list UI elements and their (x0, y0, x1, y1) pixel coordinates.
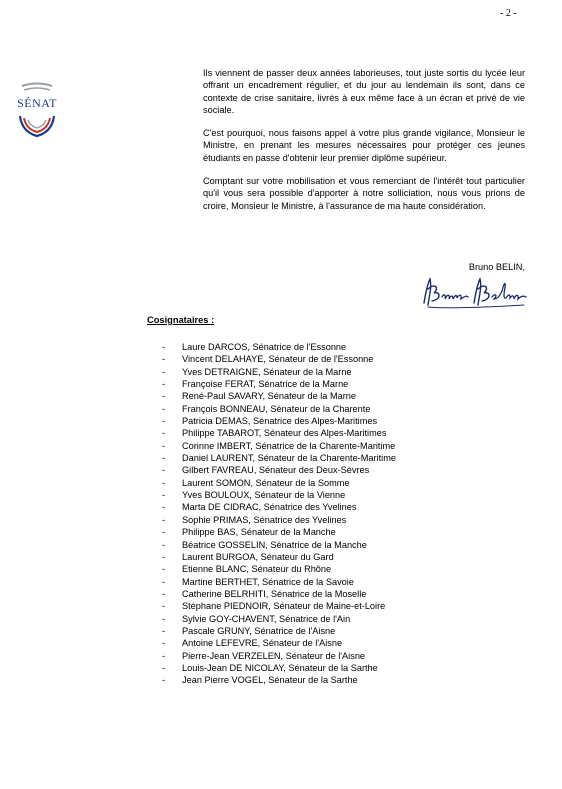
cosignataire-name: Pascale GRUNY, Sénatrice de l'Aisne (182, 625, 336, 636)
cosignataire-name: Antoine LEFEVRE, Sénateur de l'Aisne (182, 638, 343, 649)
list-dash: - (162, 539, 166, 550)
letter-body (203, 67, 525, 223)
cosignataire-name: Pierre-Jean VERZELEN, Sénateur de l'Aisne (182, 650, 366, 661)
list-dash: - (162, 440, 166, 451)
list-dash: - (162, 662, 166, 673)
list-item (162, 464, 396, 476)
cosignataire-name: Louis-Jean DE NICOLAY, Sénateur de la Sarthe (182, 662, 378, 673)
list-item (162, 477, 396, 489)
list-item (162, 489, 396, 501)
list-dash: - (162, 502, 166, 513)
list-dash: - (162, 625, 166, 636)
list-item (162, 637, 396, 649)
list-item (162, 440, 396, 452)
list-item (162, 588, 396, 600)
list-item (162, 526, 396, 538)
senat-emblem-icon (14, 82, 60, 142)
page-number: - 2 - (500, 8, 517, 19)
list-dash: - (162, 576, 166, 587)
list-dash: - (162, 428, 166, 439)
list-item (162, 427, 396, 439)
cosignataire-name: François BONNEAU, Sénateur de la Charente (182, 403, 371, 414)
list-dash: - (162, 551, 166, 562)
cosignataire-name: Etienne BLANC, Sénateur du Rhône (182, 564, 332, 575)
list-dash: - (162, 416, 166, 427)
cosignataire-name: René-Paul SAVARY, Sénateur de la Marne (182, 391, 356, 402)
cosignataire-name: Catherine BELRHITI, Sénatrice de la Moselle (182, 588, 367, 599)
cosignataire-name: Vincent DELAHAYE, Sénateur de de l'Essonne (182, 354, 374, 365)
cosignataire-name: Philippe BAS, Sénateur de la Manche (182, 527, 336, 538)
list-dash: - (162, 675, 166, 686)
list-item (162, 501, 396, 513)
paragraph: C'est pourquoi, nous faisons appel à votre plus grande vigilance, Monsieur le Ministre, en prenant les mesures nécessaires pour protéger ces jeunes étudiants en passe d'obtenir leur premier diplôme supérieur. (203, 128, 525, 163)
list-item (162, 353, 396, 365)
list-dash: - (162, 527, 166, 538)
list-dash: - (162, 379, 166, 390)
cosignataire-name: Patricia DEMAS, Sénatrice des Alpes-Maritimes (182, 416, 378, 427)
handwritten-signature (420, 273, 530, 311)
cosignataire-name: Daniel LAURENT, Sénateur de la Charente-Maritime (182, 453, 396, 464)
senat-logo (14, 82, 60, 142)
cosignataire-name: Marta DE CIDRAC, Sénatrice des Yvelines (182, 502, 357, 513)
cosignataires-heading: Cosignataires : (147, 315, 215, 325)
list-item (162, 576, 396, 588)
cosignataire-name: Sylvie GOY-CHAVENT, Sénatrice de l'Ain (182, 613, 351, 624)
list-dash: - (162, 403, 166, 414)
list-dash: - (162, 366, 166, 377)
cosignataire-name: Philippe TABAROT, Sénateur des Alpes-Maritimes (182, 428, 387, 439)
paragraph: Ils viennent de passer deux années laborieuses, tout juste sortis du lycée leur offrant un encadrement régulier, et du jour au lendemain ils sont, dans ce contexte de crise sanitaire, livrés à eux même face à un écran et privé de vie sociale. (203, 68, 525, 115)
cosignataire-name: Laurent BURGOA, Sénateur du Gard (182, 551, 334, 562)
cosignataire-name: Yves BOULOUX, Sénateur de la Vienne (182, 490, 346, 501)
cosignataire-name: Jean Pierre VOGEL, Sénateur de la Sarthe (182, 675, 358, 686)
list-item (162, 674, 396, 686)
cosignataire-name: Béatrice GOSSELIN, Sénatrice de la Manche (182, 539, 367, 550)
senat-logo-text: SÉNAT (14, 96, 60, 110)
list-item (162, 600, 396, 612)
cosignataire-name: Laurent SOMON, Sénateur de la Somme (182, 477, 350, 488)
list-dash: - (162, 638, 166, 649)
list-dash: - (162, 490, 166, 501)
list-item (162, 341, 396, 353)
list-item (162, 551, 396, 563)
signer-name: Bruno BELIN, (468, 262, 525, 272)
cosignataire-name: Gilbert FAVREAU, Sénateur des Deux-Sèvres (182, 465, 370, 476)
list-dash: - (162, 514, 166, 525)
list-dash: - (162, 465, 166, 476)
list-dash: - (162, 477, 166, 488)
list-item (162, 514, 396, 526)
list-item (162, 403, 396, 415)
list-dash: - (162, 342, 166, 352)
list-item (162, 662, 396, 674)
list-item (162, 613, 396, 625)
list-dash: - (162, 650, 166, 661)
cosignataire-name: Françoise FERAT, Sénatrice de la Marne (182, 379, 349, 390)
cosignataire-name: Stéphane PIEDNOIR, Sénateur de Maine-et-Loire (182, 601, 386, 612)
list-item (162, 366, 396, 378)
list-item (162, 563, 396, 575)
list-item (162, 452, 396, 464)
list-dash: - (162, 588, 166, 599)
cosignataire-name: Yves DETRAIGNE, Sénateur de la Marne (182, 366, 352, 377)
cosignataire-name: Laure DARCOS, Sénatrice de l'Essonne (182, 342, 347, 352)
cosignataire-name: Martine BERTHET, Sénatrice de la Savoie (182, 576, 354, 587)
list-dash: - (162, 613, 166, 624)
list-item (162, 415, 396, 427)
paragraph: Comptant sur votre mobilisation et vous remerciant de l'intérêt tout particulier qu'il vous sera possible d'apporter à notre solliciation, nous vous prions de croire, Monsieur le Ministre, à l'assurance de ma haute considération. (203, 176, 525, 211)
list-dash: - (162, 354, 166, 365)
list-dash: - (162, 564, 166, 575)
list-dash: - (162, 453, 166, 464)
list-item (162, 390, 396, 402)
list-dash: - (162, 391, 166, 402)
list-item (162, 625, 396, 637)
cosignataire-name: Corinne IMBERT, Sénatrice de la Charente-Maritime (182, 440, 396, 451)
cosignataires-list (162, 341, 396, 687)
list-item (162, 378, 396, 390)
list-dash: - (162, 601, 166, 612)
list-item (162, 539, 396, 551)
list-item (162, 650, 396, 662)
cosignataire-name: Sophie PRIMAS, Sénatrice des Yvelines (182, 514, 347, 525)
signature-icon (420, 273, 530, 311)
